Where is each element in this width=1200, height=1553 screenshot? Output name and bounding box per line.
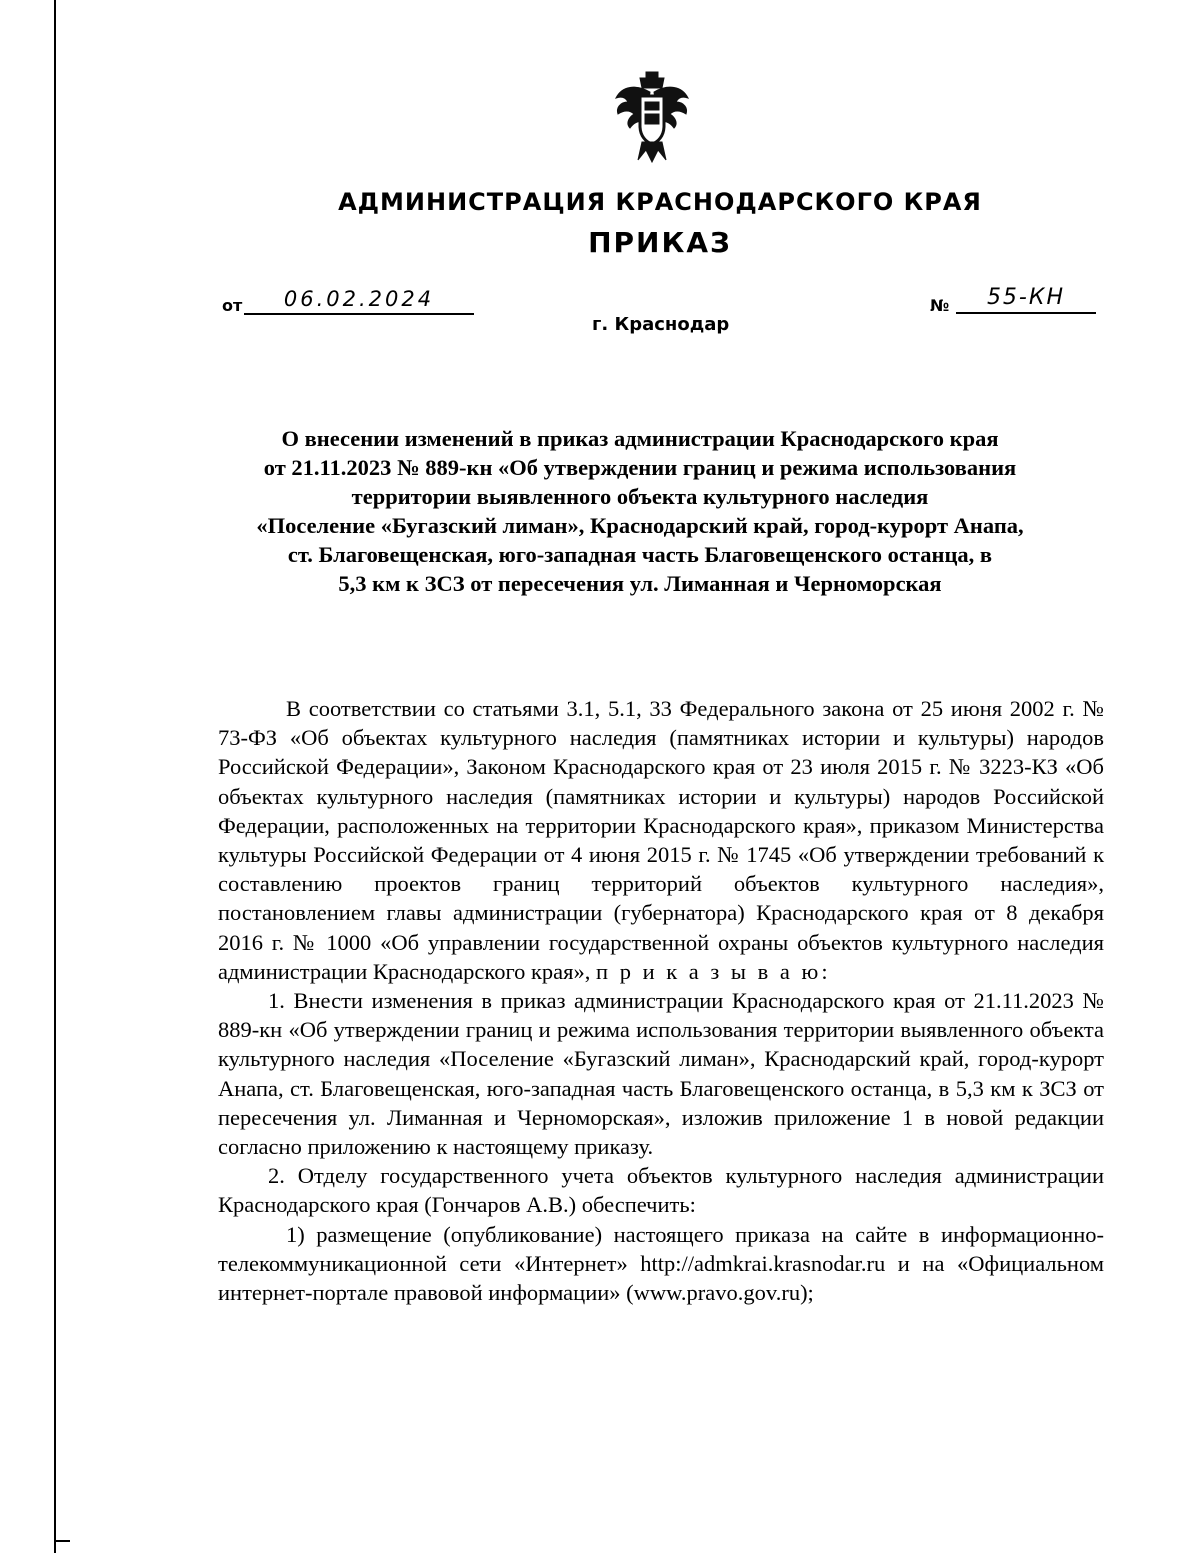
subject-line: «Поселение «Бугазский лиман», Краснодарский край, город-курорт Анапа,	[256, 513, 1024, 538]
item-2-1-paragraph: 1) размещение (опубликование) настоящего приказа на сайте в информационно-телекоммуникационной сети «Интернет» http://admkrai.krasnodar.ru и на «Официальном интернет-портале правовой информации» (www.pravo.gov.ru);	[218, 1221, 1104, 1306]
date-prefix-label: от	[222, 296, 243, 315]
preamble-text: В соответствии со статьями 3.1, 5.1, 33 Федерального закона от 25 июня 2002 г. № 73-ФЗ «Об объектах культурного наследия (памятниках истории и культуры) народов Российской Федерации», Законом Краснодарского края от 23 июля 2015 г. № 3223-КЗ «Об объектах культурного наследия (памятниках истории и культуры) народов Российской Федерации, расположенных на территории Краснодарского края», приказом Министерства культуры Российской Федерации от 4 июня 2015 г. № 1745 «Об утверждении требований к составлению проектов границ территорий объектов культурного наследия», постановлением главы администрации (губернатора) Краснодарского края от 8 декабря 2016 г. № 1000 «Об управлении государственной охраны объектов культурного наследия администрации Краснодарского края»,	[218, 696, 1104, 984]
item-2-paragraph: 2. Отделу государственного учета объектов культурного наследия администрации Краснодарского края (Гончаров А.В.) обеспечить:	[218, 1163, 1104, 1218]
order-subject	[200, 424, 1080, 598]
handwritten-number: 55-КН	[986, 285, 1066, 310]
subject-line: территории выявленного объекта культурного наследия	[351, 484, 929, 509]
subject-line: ст. Благовещенская, юго-западная часть Благовещенского останца, в	[287, 542, 993, 567]
number-field	[956, 286, 1096, 314]
city-label: г. Краснодар	[592, 314, 730, 335]
preamble-paragraph	[218, 694, 1104, 986]
coat-of-arms-emblem	[612, 70, 692, 166]
order-body	[218, 694, 1104, 1307]
subject-line: 5,3 км к ЗСЗ от пересечения ул. Лиманная и Черноморская	[338, 571, 942, 596]
order-verb: п р и к а з ы в а ю:	[596, 958, 831, 984]
subject-line: О внесении изменений в приказ администрации Краснодарского края	[281, 426, 999, 451]
handwritten-date: 06.02.2024	[283, 287, 435, 311]
number-sign-label: №	[930, 296, 950, 315]
agency-title: АДМИНИСТРАЦИЯ КРАСНОДАРСКОГО КРАЯ	[338, 188, 982, 216]
scan-edge-bottom	[54, 1540, 70, 1542]
item-1-paragraph: 1. Внести изменения в приказ администрации Краснодарского края от 21.11.2023 № 889-кн «Об утверждении границ и режима использования территории выявленного объекта культурного наследия «Поселение «Бугазский лиман», Краснодарский край, город-курорт Анапа, ст. Благовещенская, юго-западная часть Благовещенского останца, в 5,3 км к ЗСЗ от пересечения ул. Лиманная и Черноморская», изложив приложение 1 в новой редакции согласно приложению к настоящему приказу.	[218, 988, 1104, 1160]
subject-line: от 21.11.2023 № 889-кн «Об утверждении границ и режима использования	[263, 455, 1017, 480]
document-type: ПРИКАЗ	[588, 226, 732, 259]
date-field	[244, 289, 474, 315]
